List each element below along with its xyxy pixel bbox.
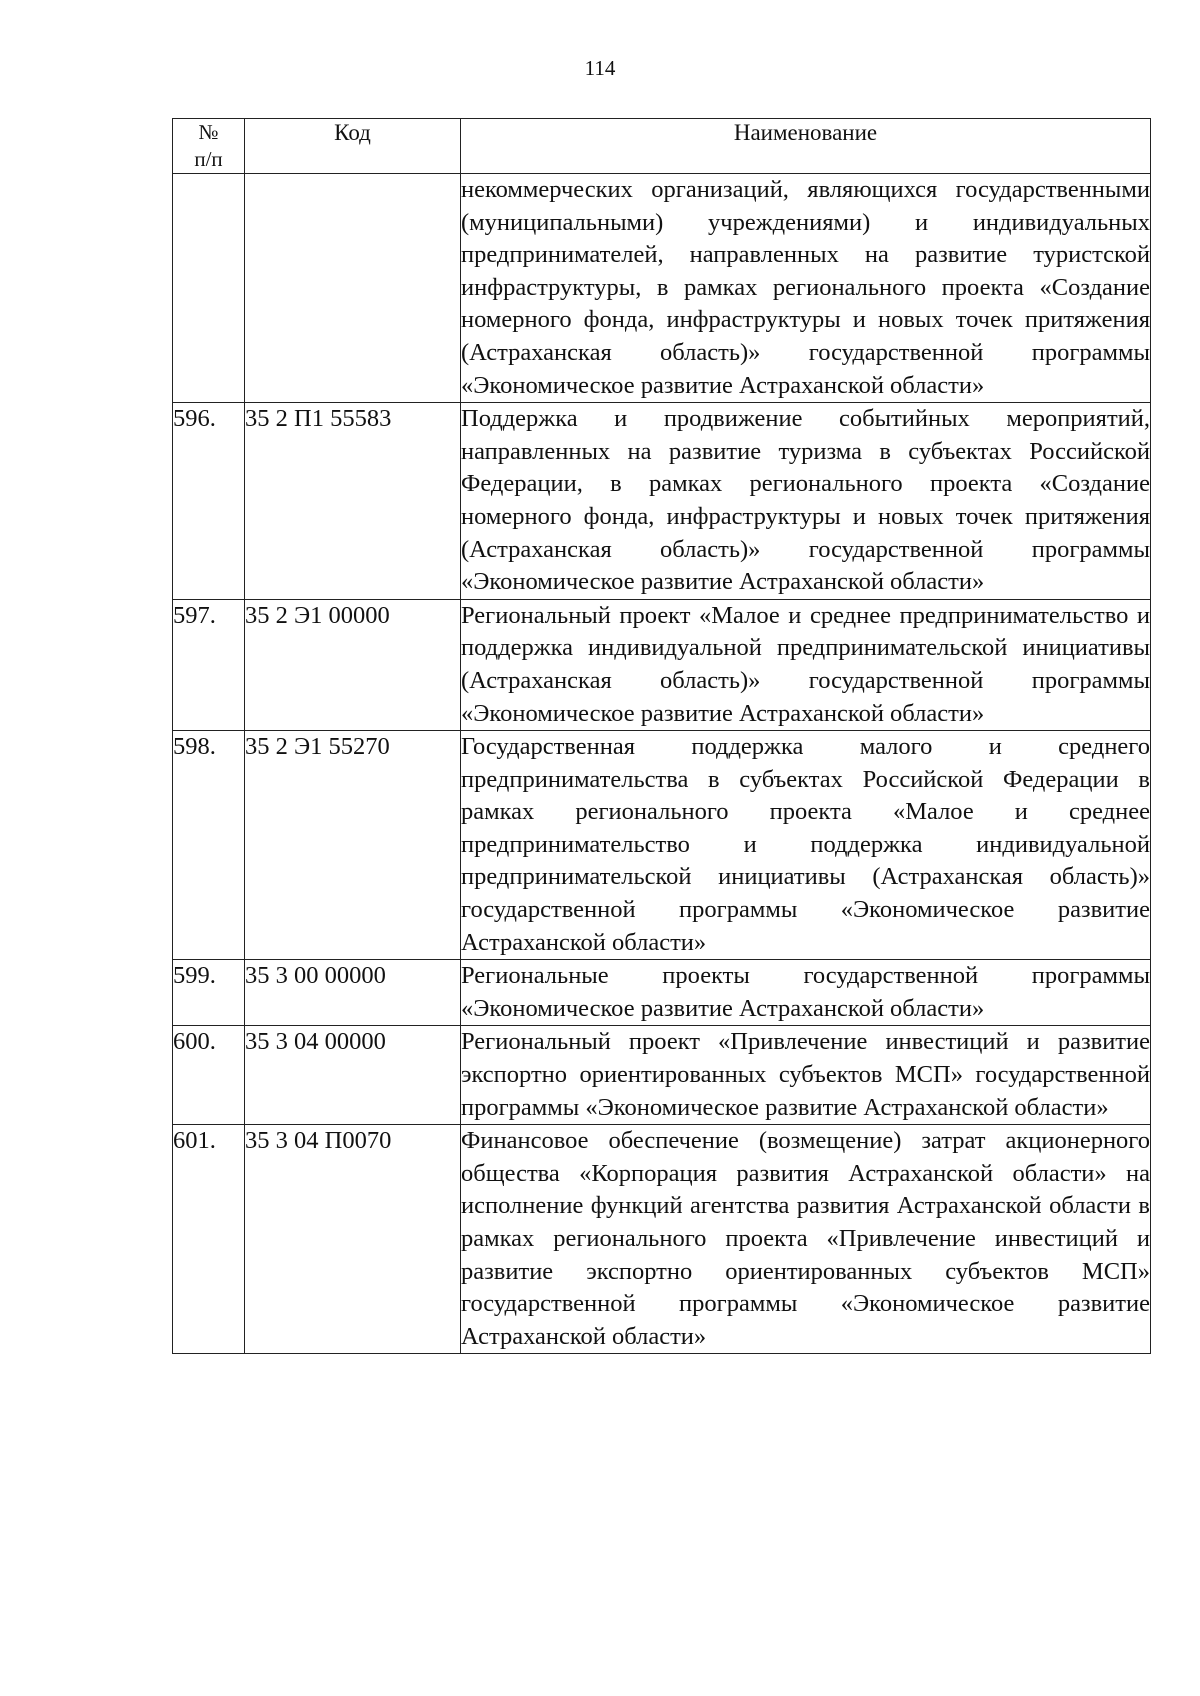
classification-table <box>172 118 1151 1354</box>
row-number: 597. <box>173 599 245 730</box>
row-number: 596. <box>173 403 245 600</box>
row-number: 600. <box>173 1026 245 1125</box>
header-name: Наименование <box>461 119 1151 174</box>
row-name: Региональный проект «Малое и среднее предпринимательство и поддержка индивидуальной предпринимательской инициативы (Астраханская область)» государственной программы «Экономическое развитие Астраханской области» <box>461 599 1151 730</box>
table-row <box>173 174 1151 403</box>
row-number: 598. <box>173 731 245 960</box>
table-row <box>173 599 1151 730</box>
page-number: 114 <box>584 56 616 80</box>
table-header <box>173 119 1151 174</box>
row-code: 35 3 00 00000 <box>245 960 461 1026</box>
row-name: некоммерческих организаций, являющихся государственными (муниципальными) учреждениями) и индивидуальных предпринимателей, направленных на развитие туристской инфраструктуры, в рамках регионального проекта «Создание номерного фонда, инфраструктуры и новых точек притяжения (Астраханская область)» государственной программы «Экономическое развитие Астраханской области» <box>461 174 1151 403</box>
row-name: Финансовое обеспечение (возмещение) затрат акционерного общества «Корпорация развития Астраханской области» на исполнение функций агентства развития Астраханской области в рамках регионального проекта «Привлечение инвестиций и развитие экспортно ориентированных субъектов МСП» государственной программы «Экономическое развитие Астраханской области» <box>461 1125 1151 1354</box>
row-number: 599. <box>173 960 245 1026</box>
header-row <box>173 119 1151 174</box>
row-code: 35 3 04 00000 <box>245 1026 461 1125</box>
table-row <box>173 403 1151 600</box>
row-code: 35 3 04 П0070 <box>245 1125 461 1354</box>
row-code: 35 2 Э1 55270 <box>245 731 461 960</box>
header-code: Код <box>245 119 461 174</box>
table-row <box>173 960 1151 1026</box>
header-number <box>173 119 245 174</box>
row-code <box>245 174 461 403</box>
row-number: 601. <box>173 1125 245 1354</box>
row-code: 35 2 Э1 00000 <box>245 599 461 730</box>
row-name: Региональный проект «Привлечение инвестиций и развитие экспортно ориентированных субъектов МСП» государственной программы «Экономическое развитие Астраханской области» <box>461 1026 1151 1125</box>
row-name: Государственная поддержка малого и среднего предпринимательства в субъектах Российской Федерации в рамках регионального проекта «Малое и среднее предпринимательство и поддержка индивидуальной предпринимательской инициативы (Астраханская область)» государственной программы «Экономическое развитие Астраханской области» <box>461 731 1151 960</box>
table-row <box>173 1026 1151 1125</box>
table-row <box>173 1125 1151 1354</box>
row-number <box>173 174 245 403</box>
row-name: Региональные проекты государственной программы «Экономическое развитие Астраханской области» <box>461 960 1151 1026</box>
row-name: Поддержка и продвижение событийных мероприятий, направленных на развитие туризма в субъектах Российской Федерации, в рамках регионального проекта «Создание номерного фонда, инфраструктуры и новых точек притяжения (Астраханская область)» государственной программы «Экономическое развитие Астраханской области» <box>461 403 1151 600</box>
row-code: 35 2 П1 55583 <box>245 403 461 600</box>
table-body <box>173 174 1151 1354</box>
header-number-abbr: п/п <box>194 147 223 171</box>
header-number-symbol: № <box>198 120 219 144</box>
table-row <box>173 731 1151 960</box>
